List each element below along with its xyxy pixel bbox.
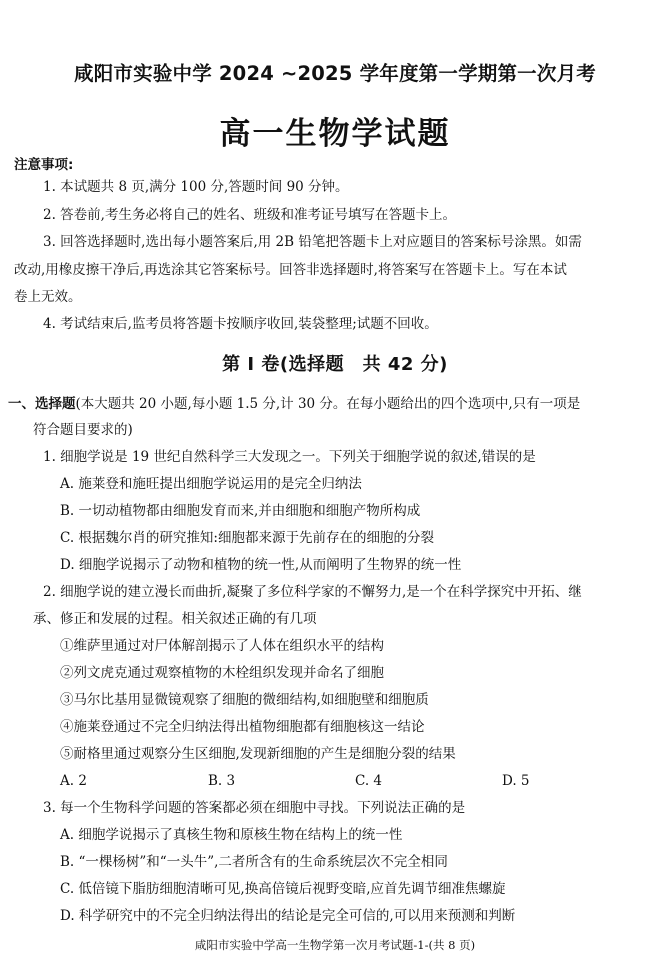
q2-statement-5: ⑤耐格里通过观察分生区细胞,发现新细胞的产生是细胞分裂的结果: [60, 746, 456, 762]
part1-intro-line-2: 符合题目要求的): [33, 422, 133, 438]
page-footer: 咸阳市实验中学高一生物学第一次月考试题-1-(共 8 页): [194, 938, 476, 952]
q2-statement-3: ③马尔比基用显微镜观察了细胞的微细结构,如细胞壁和细胞质: [60, 692, 429, 708]
notice-item-3-line-1: 3. 回答选择题时,选出每小题答案后,用 2B 铅笔把答题卡上对应题目的答案标号涂黑。如需: [43, 234, 582, 250]
q3-option-b: B. “一棵杨树”和“一头牛”,二者所含有的生命系统层次不完全相同: [60, 854, 448, 870]
part1-label: 一、选择题: [8, 396, 76, 412]
notice-item-3-line-2: 改动,用橡皮擦干净后,再选涂其它答案标号。回答非选择题时,将答案写在答题卡上。写在本试: [14, 262, 567, 278]
q3-option-a: A. 细胞学说揭示了真核生物和原核生物在结构上的统一性: [60, 827, 403, 843]
q1-option-b: B. 一切动植物都由细胞发育而来,并由细胞和细胞产物所构成: [60, 503, 421, 519]
q2-statement-4: ④施莱登通过不完全归纳法得出植物细胞都有细胞核这一结论: [60, 719, 425, 735]
q1-option-d: D. 细胞学说揭示了动物和植物的统一性,从而阐明了生物界的统一性: [60, 557, 462, 573]
q1-stem: 1. 细胞学说是 19 世纪自然科学三大发现之一。下列关于细胞学说的叙述,错误的是: [43, 449, 536, 465]
q2-option-b: B. 3: [208, 773, 236, 789]
q2-statement-1: ①维萨里通过对尸体解剖揭示了人体在组织水平的结构: [60, 638, 384, 654]
q2-stem-line-2: 承、修正和发展的过程。相关叙述正确的有几项: [33, 611, 317, 627]
q2-option-a: A. 2: [60, 773, 87, 789]
q2-statement-2: ②列文虎克通过观察植物的木栓组织发现并命名了细胞: [60, 665, 384, 681]
notice-item-2: 2. 答卷前,考生务必将自己的姓名、班级和准考证号填写在答题卡上。: [43, 207, 456, 223]
q3-option-c: C. 低倍镜下脂肪细胞清晰可见,换高倍镜后视野变暗,应首先调节细准焦螺旋: [60, 881, 506, 897]
notice-item-3-line-3: 卷上无效。: [14, 289, 82, 305]
q2-option-d: D. 5: [502, 773, 530, 789]
notice-heading: 注意事项:: [14, 157, 74, 173]
q2-option-c: C. 4: [355, 773, 383, 789]
part1-intro: [8, 395, 580, 413]
q2-stem-line-1: 2. 细胞学说的建立漫长而曲折,凝聚了多位科学家的不懈努力,是一个在科学探究中开拓、继: [43, 584, 582, 600]
q1-option-a: A. 施莱登和施旺提出细胞学说运用的是完全归纳法: [60, 476, 362, 492]
part1-intro-text: (本大题共 20 小题,每小题 1.5 分,计 30 分。在每小题给出的四个选项中,只有一项是: [75, 396, 581, 412]
q3-stem: 3. 每一个生物科学问题的答案都必须在细胞中寻找。下列说法正确的是: [43, 800, 466, 816]
notice-item-4: 4. 考试结束后,监考员将答题卡按顺序收回,装袋整理;试题不回收。: [43, 316, 438, 332]
section-title: 第 Ⅰ 卷(选择题 共 42 分): [222, 354, 448, 375]
notice-item-1: 1. 本试题共 8 页,满分 100 分,答题时间 90 分钟。: [43, 179, 349, 195]
q1-option-c: C. 根据魏尔肖的研究推知:细胞都来源于先前存在的细胞的分裂: [60, 530, 434, 546]
school-exam-title: 咸阳市实验中学 2024 ~2025 学年度第一学期第一次月考: [74, 62, 596, 85]
q3-option-d: D. 科学研究中的不完全归纳法得出的结论是完全可信的,可以用来预测和判断: [60, 908, 516, 924]
exam-subject-title: 高一生物学试题: [219, 116, 451, 152]
